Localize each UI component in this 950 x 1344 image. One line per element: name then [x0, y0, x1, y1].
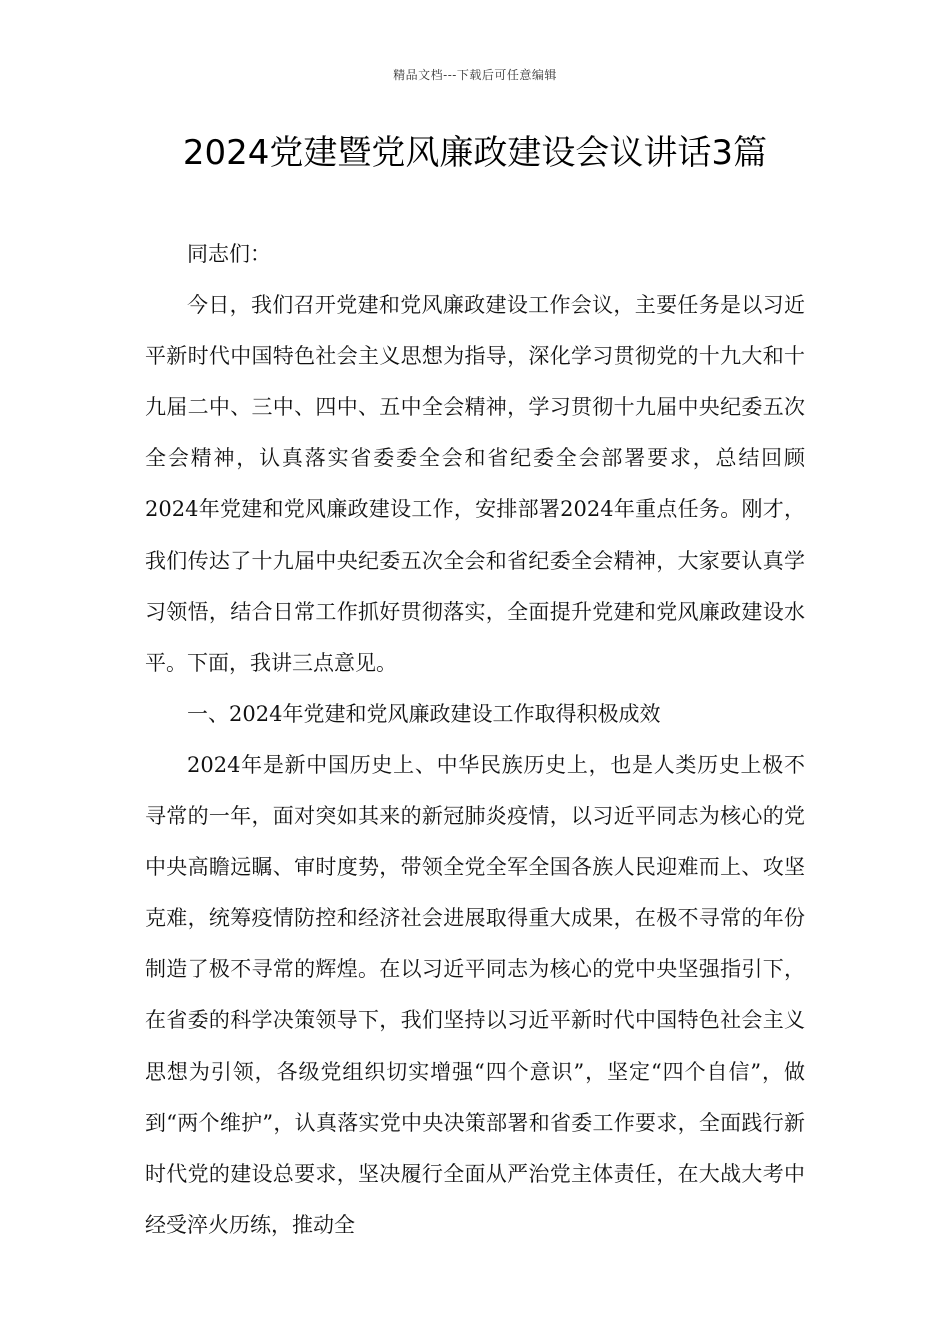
document-title: 2024党建暨党风廉政建设会议讲话3篇 [182, 133, 768, 173]
body-paragraph: 2024年是新中国历史上、中华民族历史上，也是人类历史上极不寻常的一年，面对突如其来的新冠肺炎疫情，以习近平同志为核心的党中央高瞻远瞩、审时度势，带领全党全军全国各族人民迎难而上、攻坚克难，统筹疫情防控和经济社会进展取得重大成果，在极不寻常的年份制造了极不寻常的辉煌。在以习近平同志为核心的党中央坚强指引下，在省委的科学决策领导下，我们坚持以习近平新时代中国特色社会主义思想为引领，各级党组织切实增强“四个意识”，坚定“四个自信”，做到“两个维护”，认真落实党中央决策部署和省委工作要求，全面践行新时代党的建设总要求，坚决履行全面从严治党主体责任，在大战大考中经受淬火历练，推动全 [145, 752, 805, 1237]
salutation-paragraph: 同志们： [187, 242, 271, 266]
intro-paragraph: 今日，我们召开党建和党风廉政建设工作会议，主要任务是以习近平新时代中国特色社会主义思想为指导，深化学习贯彻党的十九大和十九届二中、三中、四中、五中全会精神，学习贯彻十九届中央纪委五次全会精神，认真落实省委委全会和省纪委全会部署要求，总结回顾2024年党建和党风廉政建设工作，安排部署2024年重点任务。刚才，我们传达了十九届中央纪委五次全会和省纪委全会精神，大家要认真学习领悟，结合日常工作抓好贯彻落实，全面提升党建和党风廉政建设水平。下面，我讲三点意见。 [145, 293, 805, 675]
page-header-note: 精品文档---下载后可任意编辑 [393, 68, 557, 82]
document-body [145, 229, 805, 1251]
section-heading: 一、2024年党建和党风廉政建设工作取得积极成效 [187, 701, 661, 726]
